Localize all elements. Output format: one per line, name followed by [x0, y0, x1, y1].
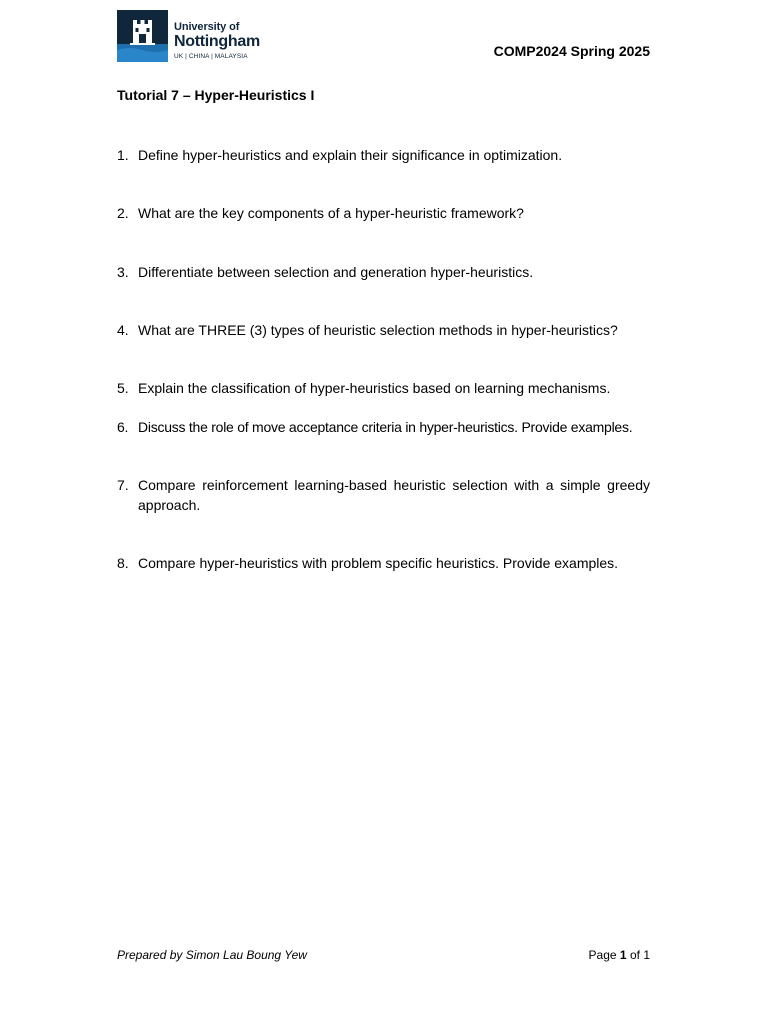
question-number: 1. — [117, 147, 129, 163]
page-current: 1 — [619, 948, 627, 962]
logo-line-nottingham: Nottingham — [174, 33, 260, 50]
question-text: Differentiate between selection and generation hyper-heuristics. — [138, 264, 534, 280]
question-text: Compare reinforcement learning-based heuristic selection with a simple greedy approach. — [138, 477, 650, 513]
logo-wordmark — [174, 10, 260, 61]
question-item — [117, 320, 650, 340]
logo-line-university-of: University of — [174, 21, 240, 33]
question-text: Discuss the role of move acceptance criteria in hyper-heuristics. Provide examples. — [138, 419, 633, 435]
logo-line-campuses: UK | CHINA | MALAYSIA — [174, 53, 248, 60]
tutorial-title: Tutorial 7 – Hyper-Heuristics I — [117, 87, 315, 103]
question-number: 3. — [117, 264, 129, 280]
question-item — [117, 145, 650, 165]
question-item — [117, 203, 650, 223]
university-logo — [117, 10, 262, 64]
university-shield-icon — [117, 10, 168, 62]
footer-page-number — [589, 948, 650, 962]
question-number: 5. — [117, 380, 129, 396]
course-code: COMP2024 Spring 2025 — [493, 43, 650, 59]
question-text: What are THREE (3) types of heuristic selection methods in hyper-heuristics? — [138, 322, 618, 338]
question-number: 2. — [117, 205, 129, 221]
question-item — [117, 417, 650, 437]
question-number: 7. — [117, 477, 129, 493]
page-of: of — [629, 948, 640, 962]
question-item — [117, 378, 650, 398]
question-number: 8. — [117, 555, 129, 571]
question-text: Compare hyper-heuristics with problem specific heuristics. Provide examples. — [138, 555, 619, 571]
question-number: 6. — [117, 419, 129, 435]
footer-author: Prepared by Simon Lau Boung Yew — [117, 948, 307, 962]
question-item — [117, 553, 650, 573]
question-item — [117, 475, 650, 515]
page-total: 1 — [643, 948, 650, 962]
question-text: Explain the classification of hyper-heuristics based on learning mechanisms. — [138, 380, 611, 396]
question-item — [117, 262, 650, 282]
question-text: Define hyper-heuristics and explain their significance in optimization. — [138, 147, 563, 163]
question-text: What are the key components of a hyper-heuristic framework? — [138, 205, 524, 221]
question-number: 4. — [117, 322, 129, 338]
page-prefix: Page — [588, 948, 617, 962]
